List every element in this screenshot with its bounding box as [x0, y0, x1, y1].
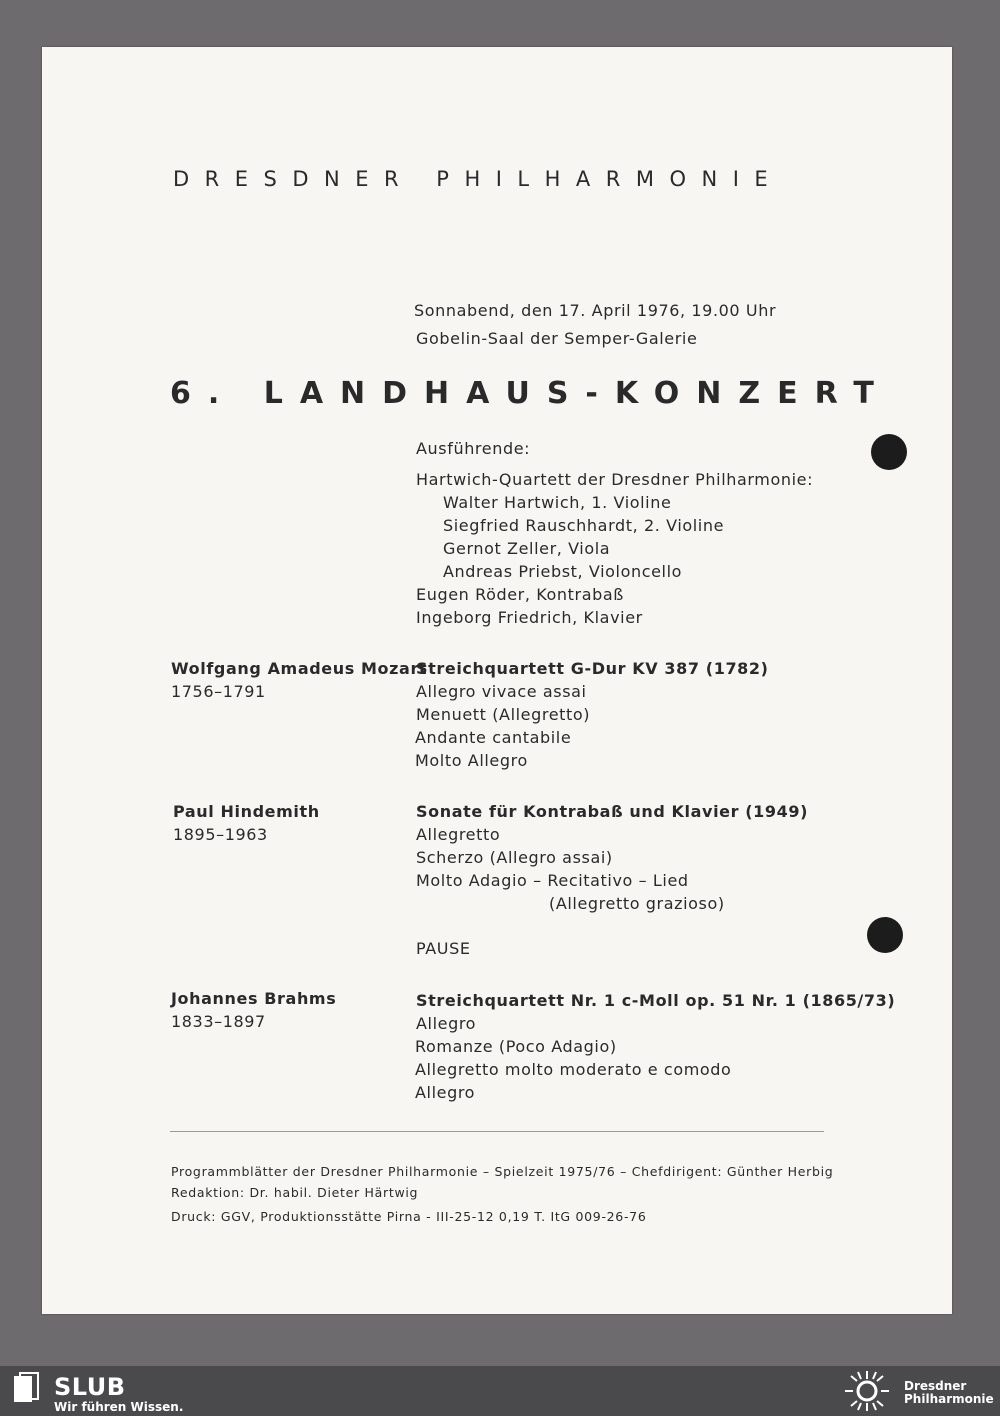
work-title: Streichquartett G-Dur KV 387 (1782) — [416, 659, 769, 678]
performer-soloist: Ingeborg Friedrich, Klavier — [416, 608, 643, 627]
punch-hole-bottom — [867, 917, 903, 953]
ensemble-name: Hartwich-Quartett der Dresdner Philharmonie: — [416, 470, 814, 489]
movement: Molto Allegro — [415, 751, 528, 770]
library-logo-text[interactable]: SLUB — [54, 1373, 126, 1401]
movement: Romanze (Poco Adagio) — [415, 1037, 617, 1056]
movement: Allegretto molto moderato e comodo — [415, 1060, 732, 1079]
composer-name: Paul Hindemith — [173, 802, 320, 821]
philharmonie-logo-line2: Philharmonie — [904, 1392, 994, 1406]
composer-name: Wolfgang Amadeus Mozart — [171, 659, 428, 678]
footer-divider — [170, 1131, 824, 1132]
work-title: Sonate für Kontrabaß und Klavier (1949) — [416, 802, 809, 821]
footer-credits: Programmblätter der Dresdner Philharmonie – Spielzeit 1975/76 – Chefdirigent: Günther Herbig — [171, 1164, 834, 1179]
movement: Allegro vivace assai — [416, 682, 587, 701]
movement: Allegro — [415, 1083, 476, 1102]
movement: Allegro — [416, 1014, 477, 1033]
composer-years: 1833–1897 — [171, 1012, 266, 1031]
philharmonie-sun-icon — [841, 1369, 893, 1413]
library-tagline: Wir führen Wissen. — [54, 1400, 184, 1414]
footer-editor: Redaktion: Dr. habil. Dieter Härtwig — [171, 1185, 419, 1200]
movement: (Allegretto grazioso) — [549, 894, 725, 913]
composer-name: Johannes Brahms — [171, 989, 337, 1008]
performer-member: Andreas Priebst, Violoncello — [443, 562, 683, 581]
movement: Andante cantabile — [415, 728, 572, 747]
book-icon — [12, 1372, 40, 1404]
movement: Molto Adagio – Recitativo – Lied — [416, 871, 689, 890]
footer-print-info: Druck: GGV, Produktionsstätte Pirna - III-25-12 0,19 T. ItG 009-26-76 — [171, 1209, 647, 1224]
composer-years: 1756–1791 — [171, 682, 266, 701]
philharmonie-logo-text[interactable] — [904, 1380, 994, 1406]
program-sheet — [42, 47, 952, 1314]
performer-soloist: Eugen Röder, Kontrabaß — [416, 585, 624, 604]
movement: Menuett (Allegretto) — [416, 705, 591, 724]
performers-heading: Ausführende: — [416, 439, 531, 458]
movement: Scherzo (Allegro assai) — [416, 848, 613, 867]
event-venue: Gobelin-Saal der Semper-Galerie — [416, 329, 698, 348]
intermission-label: PAUSE — [416, 939, 471, 958]
concert-title: 6. LANDHAUS-KONZERT — [170, 376, 891, 411]
performer-member: Siegfried Rauschhardt, 2. Violine — [443, 516, 725, 535]
composer-years: 1895–1963 — [173, 825, 268, 844]
orchestra-header: DRESDNER PHILHARMONIE — [173, 167, 784, 191]
philharmonie-logo-line1: Dresdner — [904, 1379, 967, 1393]
performer-member: Walter Hartwich, 1. Violine — [443, 493, 672, 512]
performer-member: Gernot Zeller, Viola — [443, 539, 611, 558]
event-date-time: Sonnabend, den 17. April 1976, 19.00 Uhr — [414, 301, 777, 320]
movement: Allegretto — [416, 825, 501, 844]
work-title: Streichquartett Nr. 1 c-Moll op. 51 Nr. 1 (1865/73) — [416, 991, 896, 1010]
archive-banner — [0, 1366, 1000, 1416]
punch-hole-top — [871, 434, 907, 470]
